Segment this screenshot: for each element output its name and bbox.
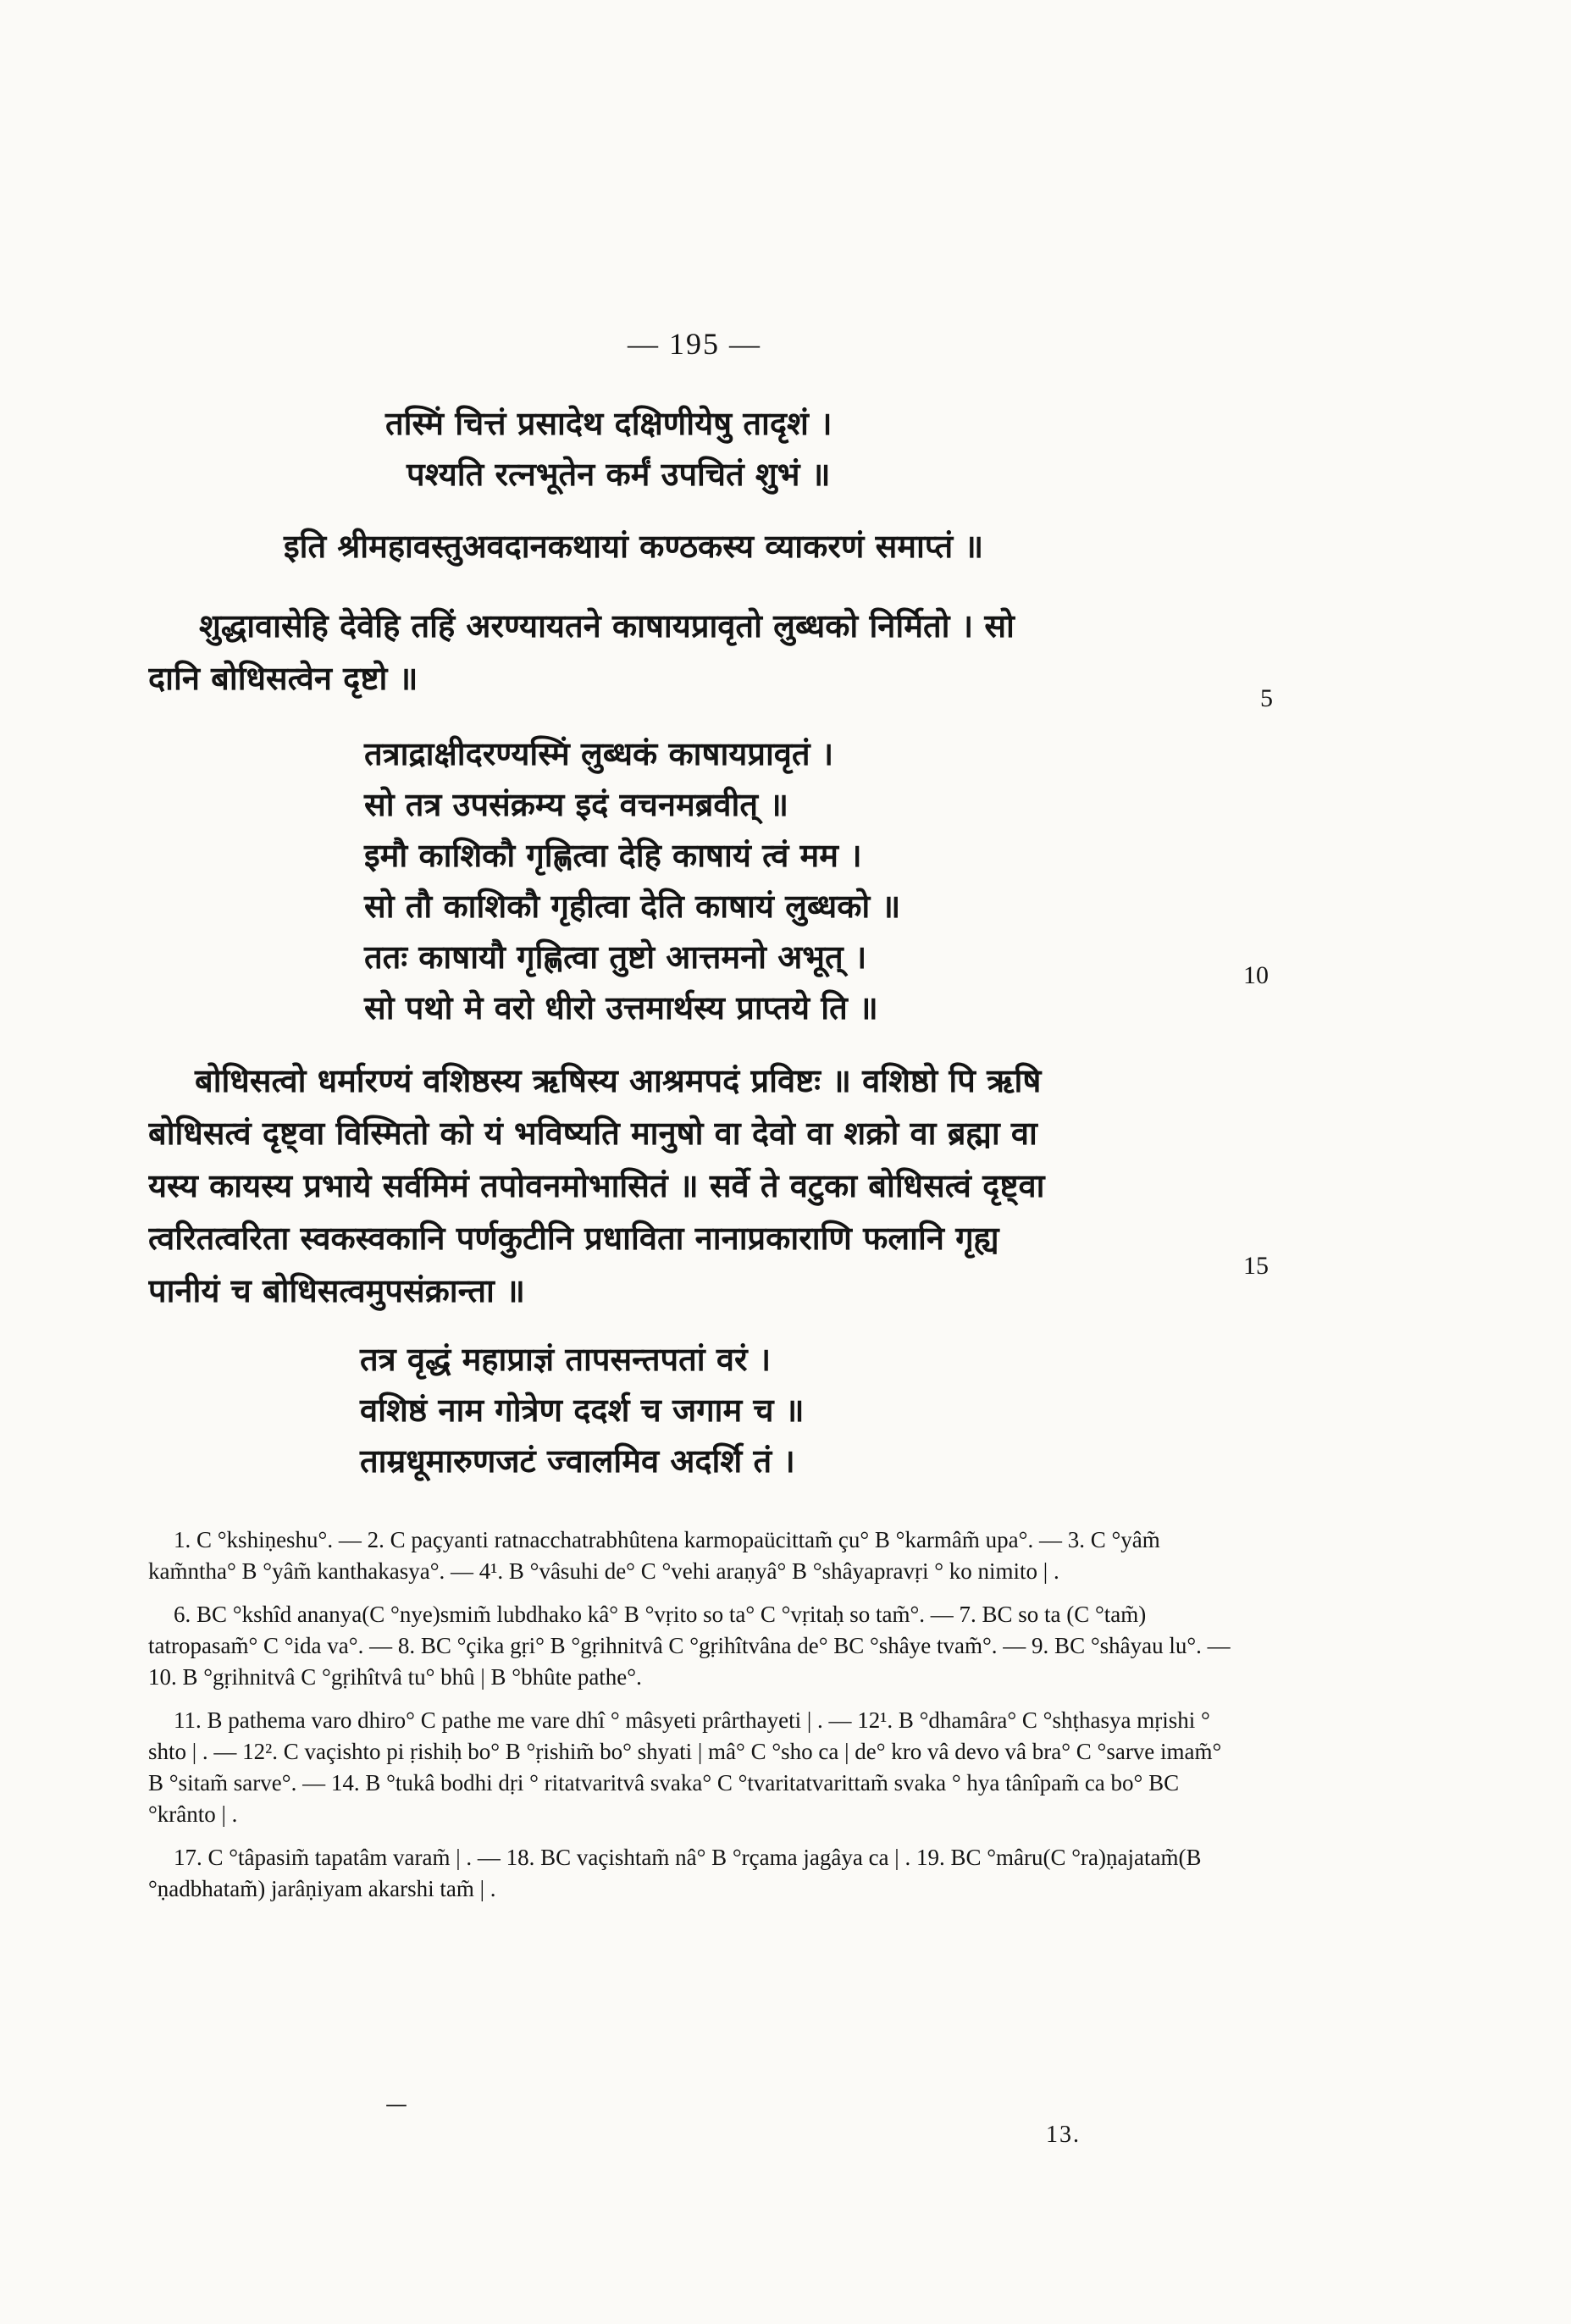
- footnote: 17. C °tâpasim̃ tapatâm varam̃ | . — 18. BC vaçishtam̃ nâ° B °rçama jagâya ca | . 19. BC °mâru(C °ra)ṇajatam̃(B °ṇadbhatam̃) jarâṇiyam akarshi tam̃ | .: [148, 1845, 1202, 1901]
- prose-line: यस्य कायस्य प्रभाये सर्वमिमं तपोवनमोभासितं ॥ सर्वे ते वटुका बोधिसत्वं दृष्ट्वा: [148, 1167, 1045, 1204]
- footnote: 1. C °kshiṇeshu°. — 2. C paçyanti ratnacchatrabhûtena karmopaücittam̃ çu° B °karmâm̃ upa°. — 3. C °yâm̃ kam̃ntha° B °yâm̃ kanthakasya°. — 4¹. B °vâsuhi de° C °vehi araṇyâ° B °shâyapravṛi ° ko nimito | .: [148, 1527, 1160, 1584]
- footnote: 11. B pathema varo dhiro° C pathe me vare dhî ° mâsyeti prârthayeti | . — 12¹. B °dhamâra° C °shṭhasya mṛishi ° shto | . — 12². C vaçishto pi ṛishiḥ bo° B °ṛishim̃ bo° shyati | mâ° C °sho ca | de° kro vâ devo vâ bra° C °sarve imam̃° B °sitam̃ sarve°. — 14. B °tukâ bodhi dṛi ° ritatvaritvâ svaka° C °tvaritatvarittam̃ svaka ° hya tânîpam̃ ca bo° BC °krânto | .: [148, 1707, 1222, 1827]
- line-number-10: 10: [1243, 961, 1269, 989]
- verse-line: इमौ काशिकौ गृह्णित्वा देहि काषायं त्वं मम ।: [364, 837, 862, 874]
- verse-line: तस्मिं चित्तं प्रसादेथ दक्षिणीयेषु तादृशं ।: [385, 405, 833, 442]
- verse-line: ताम्रधूमारुणजटं ज्वालमिव अदर्शि तं ।: [360, 1442, 795, 1480]
- verse-block-3: [360, 1334, 805, 1486]
- prose-line: दानि बोधिसत्वेन दृष्टो ॥: [148, 660, 418, 697]
- line-number-15: 15: [1243, 1252, 1269, 1280]
- prose-line: बोधिसत्वो धर्मारण्यं वशिष्ठस्य ऋषिस्य आश्रमपदं प्रविष्टः ॥ वशिष्ठो पि ऋषि: [195, 1062, 1042, 1099]
- prose-line: त्वरितत्वरिता स्वकस्वकानि पर्णकुटीनि प्रधाविता नानाप्रकाराणि फलानि गृह्य: [148, 1220, 999, 1257]
- verse-line: सो पथो मे वरो धीरो उत्तमार्थस्य प्राप्तये ति ॥: [364, 989, 878, 1026]
- verse-line: सो तौ काशिकौ गृहीत्वा देति काषायं लुब्धको ॥: [364, 888, 901, 925]
- verse-line: तत्राद्राक्षीदरण्यस्मिं लुब्धकं काषायप्रावृतं ।: [364, 735, 834, 772]
- footnotes: [148, 1524, 1232, 1917]
- prose-line: शुद्धावासेहि देवेहि तहिं अरण्यायतने काषायप्रावृतो लुब्धको निर्मितो । सो: [199, 607, 1015, 645]
- page-number: — 195 —: [628, 327, 761, 361]
- colophon: इति श्रीमहावस्तुअवदानकथायां कण्ठकस्य व्याकरणं समाप्तं ॥: [284, 528, 984, 565]
- verse-block-2: [364, 728, 900, 1033]
- line-number-5: 5: [1260, 684, 1273, 712]
- prose-line: बोधिसत्वं दृष्ट्वा विस्मितो को यं भविष्यति मानुषो वा देवो वा शक्रो वा ब्रह्मा वा: [148, 1115, 1037, 1152]
- footnote: 6. BC °kshîd ananya(C °nye)smim̃ lubdhako kâ° B °vṛito so ta° C °vṛitaḥ so tam̃°. — 7. BC so ta (C °tam̃) tatropasam̃° C °ida va°. — 8. BC °çika gṛi° B °gṛihnitvâ C °gṛihîtvâna de° BC °shâye tvam̃°. — 9. BC °shâyau lu°. — 10. B °gṛihnitvâ C °gṛihîtvâ tu° bhû | B °bhûte pathe°.: [148, 1602, 1231, 1690]
- verse-line: पश्यति रत्नभूतेन कर्मं उपचितं शुभं ॥: [407, 456, 831, 493]
- prose-paragraph-2: [148, 1054, 1258, 1317]
- verse-line: ततः काषायौ गृह्णित्वा तुष्टो आत्तमनो अभूत् ।: [364, 938, 867, 976]
- prose-line: पानीयं च बोधिसत्वमुपसंक्रान्ता ॥: [148, 1272, 525, 1309]
- verse-line: सो तत्र उपसंक्रम्य इदं वचनमब्रवीत् ॥: [364, 786, 788, 823]
- verse-line: तत्र वृद्धं महाप्राज्ञं तापसन्तपतां वरं ।: [360, 1341, 772, 1378]
- verse-line: वशिष्ठं नाम गोत्रेण ददर्श च जगाम च ॥: [360, 1392, 805, 1429]
- prose-paragraph-1: [148, 600, 1258, 705]
- dash-mark: —: [385, 2092, 407, 2117]
- signature-mark: 13.: [1046, 2122, 1081, 2148]
- verse-block-1: [385, 398, 833, 500]
